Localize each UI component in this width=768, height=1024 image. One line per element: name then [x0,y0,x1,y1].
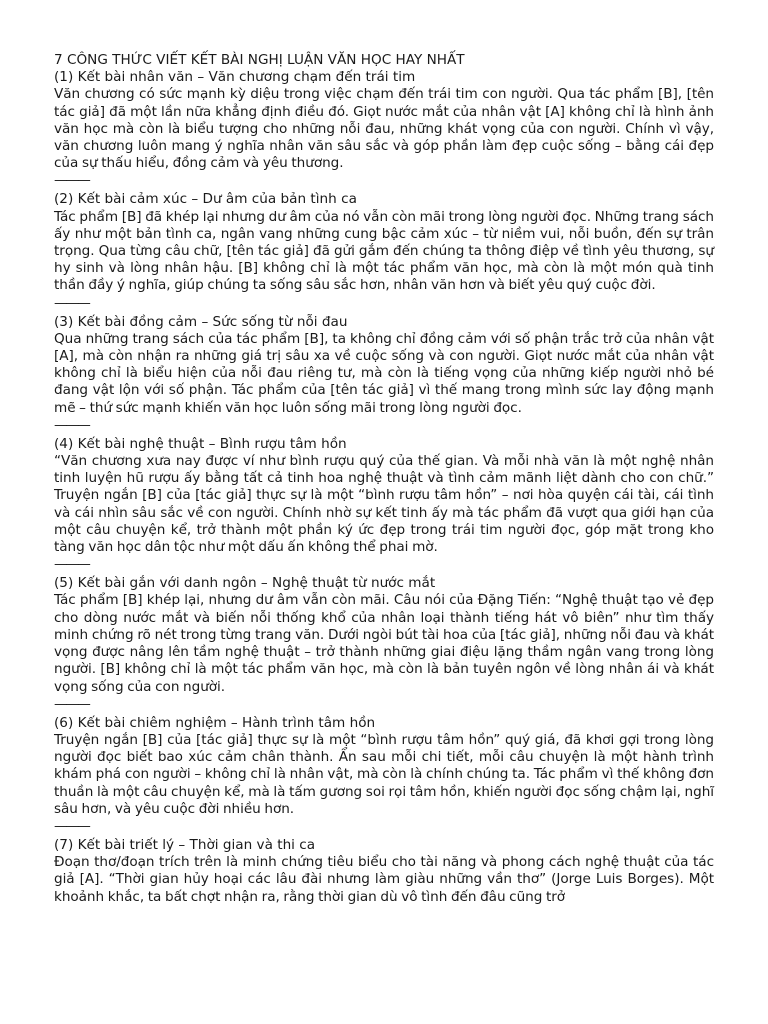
section-heading: (7) Kết bài triết lý – Thời gian và thi ca [54,836,316,853]
section-4 [54,436,714,575]
section-heading: (3) Kết bài đồng cảm – Sức sống từ nỗi đau [54,313,348,330]
document-page [54,52,714,906]
section-6 [54,715,714,837]
section-separator: ——— [54,695,89,712]
section-heading: (4) Kết bài nghệ thuật – Bình rượu tâm hồn [54,435,347,452]
section-body: Qua những trang sách của tác phẩm [B], ta không chỉ đồng cảm với số phận trắc trở của nhân vật [A], mà còn nhận ra những giá trị sâu xa về cuộc sống và con người. Giọt nước mắt của nhân vật không chỉ là biểu hiện của nỗi đau riêng tư, mà còn là tiếng vọng của những kiếp người nhỏ bé đang vật lộn với số phận. Tác phẩm của [tên tác giả] vì thế mang trong mình sức lay động mạnh mẽ – thứ sức mạnh khiến văn học luôn sống mãi trong lòng người đọc. [54,330,714,416]
section-separator: ——— [54,556,89,573]
section-separator: ——— [54,416,89,433]
section-separator: ——— [54,294,89,311]
section-2 [54,191,714,313]
section-5 [54,575,714,714]
section-body: Đoạn thơ/đoạn trích trên là minh chứng tiêu biểu cho tài năng và phong cách nghệ thuật của tác giả [A]. “Thời gian hủy hoại các lâu đài nhưng làm giàu những vần thơ” (Jorge Luis Borges). Một khoảnh khắc, ta bất chợt nhận ra, rằng thời gian dù vô tình đến đâu cũng trở [54,854,714,905]
document-title: 7 CÔNG THỨC VIẾT KẾT BÀI NGHỊ LUẬN VĂN HỌC HAY NHẤT [54,52,465,68]
section-body: “Văn chương xưa nay được ví như bình rượu quý của thế gian. Và mỗi nhà văn là một nghệ nhân tinh luyện hũ rượu ấy bằng tất cả tinh hoa nghệ thuật và tình cảm mãnh liệt dành cho con chữ.” Truyện ngắn [B] của [tác giả] thực sự là một “bình rượu tâm hồn” – nơi hòa quyện cái tài, cái tình và cái nhìn sâu sắc về con người. Chính nhờ sự kết tinh ấy mà tác phẩm đã vượt qua giới hạn của một câu chuyện kể, trở thành một phần ký ức đẹp trong trái tim người đọc, góp mặt trong kho tàng văn học dân tộc như một dấu ấn không thể phai mờ. [54,453,714,556]
section-heading: (5) Kết bài gắn với danh ngôn – Nghệ thuật từ nước mắt [54,575,436,592]
section-heading: (2) Kết bài cảm xúc – Dư âm của bản tình ca [54,191,357,208]
section-heading: (1) Kết bài nhân văn – Văn chương chạm đến trái tim [54,69,416,86]
section-7 [54,837,714,906]
section-separator: ——— [54,817,89,834]
section-body: Tác phẩm [B] khép lại, nhưng dư âm vẫn còn mãi. Câu nói của Đặng Tiến: “Nghệ thuật tạo vẻ đẹp cho dòng nước mắt và biến nỗi thống khổ của nhân loại thành tiếng hát vô biên” như tìm thấy minh chứng rõ nét trong từng trang văn. Dưới ngòi bút tài hoa của [tác giả], những nỗi đau và khát vọng được nâng lên tầm nghệ thuật – trở thành những giai điệu lặng thầm ngân vang trong lòng người. [B] không chỉ là một tác phẩm văn học, mà còn là bản tuyên ngôn về lòng nhân ái và khát vọng sống của con người. [54,592,714,695]
section-body: Văn chương có sức mạnh kỳ diệu trong việc chạm đến trái tim con người. Qua tác phẩm [B], [tên tác giả] đã một lần nữa khẳng định điều đó. Giọt nước mắt của nhân vật [A] không chỉ là hình ảnh văn học mà còn là biểu tượng cho những nỗi đau, những khát vọng của con người. Chính vì vậy, văn chương luôn mang ý nghĩa nhân văn sâu sắc và góp phần làm đẹp cuộc sống – bằng cái đẹp của sự thấu hiểu, đồng cảm và yêu thương. [54,86,714,172]
section-1 [54,69,714,191]
section-body: Truyện ngắn [B] của [tác giả] thực sự là một “bình rượu tâm hồn” quý giá, đã khơi gợi trong lòng người đọc biết bao xúc cảm chân thành. Ẩn sau mỗi chi tiết, mỗi câu chuyện là một hành trình khám phá con người – không chỉ là nhân vật, mà còn là chính chúng ta. Tác phẩm vì thế không đơn thuần là một câu chuyện kể, mà là tấm gương soi rọi tâm hồn, khiến người đọc sống chậm lại, nghĩ sâu hơn, và yêu cuộc đời nhiều hơn. [54,731,714,817]
section-separator: ——— [54,172,89,189]
section-3 [54,314,714,436]
section-body: Tác phẩm [B] đã khép lại nhưng dư âm của nó vẫn còn mãi trong lòng người đọc. Những trang sách ấy như một bản tình ca, ngân vang những cung bậc cảm xúc – từ niềm vui, nỗi buồn, đến sự trân trọng. Qua từng câu chữ, [tên tác giả] đã gửi gắm đến chúng ta thông điệp về tình yêu thương, sự hy sinh và lòng nhân hậu. [B] không chỉ là một tác phẩm văn học, mà còn là một món quà tinh thần đầy ý nghĩa, giúp chúng ta sống sâu sắc hơn, nhân văn hơn và biết yêu quý cuộc đời. [54,208,714,294]
section-heading: (6) Kết bài chiêm nghiệm – Hành trình tâm hồn [54,714,376,731]
